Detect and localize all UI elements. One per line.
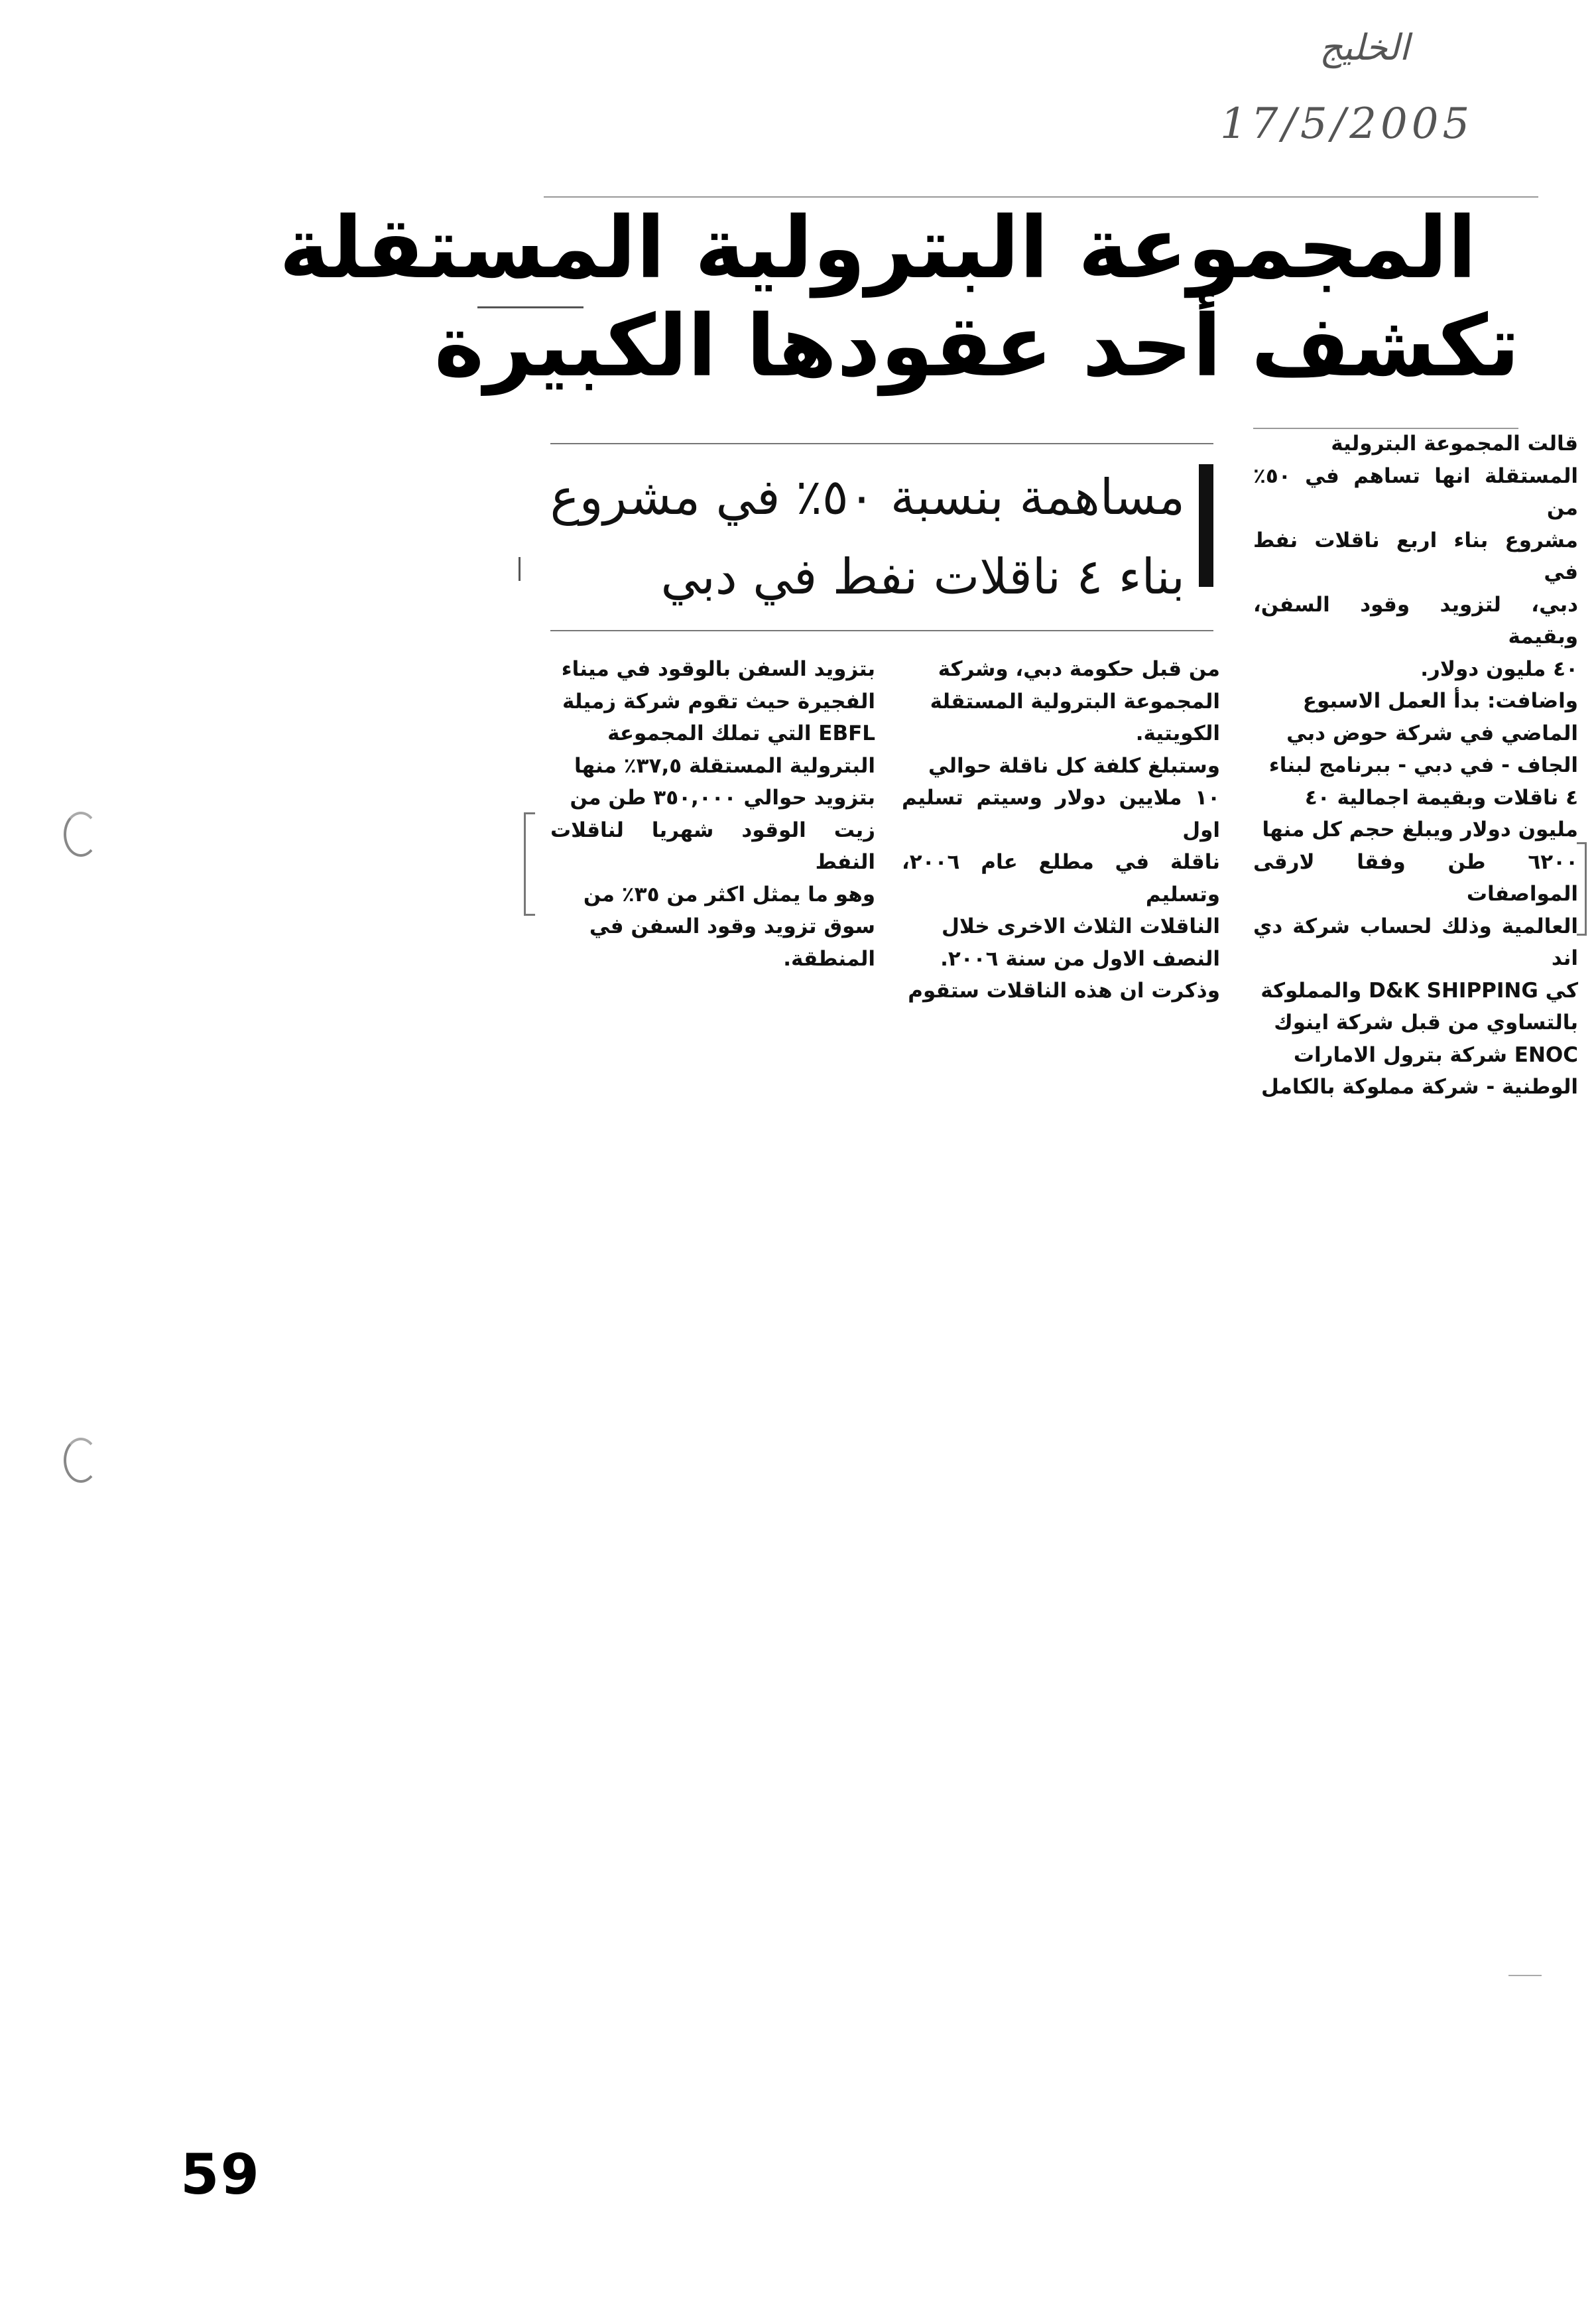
article-line: الماضي في شركة حوض دبي bbox=[1286, 721, 1578, 745]
article-line: الفجيرة حيث تقوم شركة زميلة bbox=[562, 689, 875, 714]
article-line: الجاف - في دبي - ببرنامج لبناء bbox=[1268, 753, 1578, 777]
margin-tick bbox=[519, 557, 521, 581]
headline-line-1: المجموعة البترولية المستقلة bbox=[278, 199, 1477, 298]
margin-bracket-right bbox=[1577, 842, 1587, 936]
article-line: مشروع بناء اربع ناقلات نفط في bbox=[1253, 528, 1578, 584]
article-line: قالت المجموعة البترولية bbox=[1331, 432, 1578, 456]
article-line: وهو ما يمثل اكثر من ٣٥٪ من bbox=[583, 882, 875, 907]
article-line: واضافت: بدأ العمل الاسبوع bbox=[1302, 689, 1578, 713]
article-line: مليون دولار ويبلغ حجم كل منها bbox=[1262, 818, 1578, 842]
handwritten-date: 17/5/2005 bbox=[1220, 99, 1474, 149]
article-line: بالتساوي من قبل شركة اينوك bbox=[1274, 1011, 1578, 1034]
article-line: كي D&K SHIPPING والمملوكة bbox=[1260, 978, 1578, 1003]
article-line: دبي، لتزويد وقود السفن، وبقيمة bbox=[1253, 592, 1578, 649]
article-line: الوطنية - شركة مملوكة بالكامل bbox=[1261, 1075, 1578, 1099]
article-line: ٦٢٠٠ طن وفقا لارقى المواصفات bbox=[1253, 849, 1578, 906]
top-rule bbox=[544, 196, 1538, 198]
punch-hole-bottom bbox=[64, 1438, 98, 1483]
article-line: ١٠ ملايين دولار وسيتم تسليم اول bbox=[902, 786, 1220, 842]
article-line: بتزويد حوالي ٣٥٠,٠٠٠ طن من bbox=[570, 786, 875, 810]
article-line: المنطقة. bbox=[783, 946, 875, 971]
article-line: البترولية المستقلة ٣٧,٥٪ منها bbox=[574, 753, 875, 778]
article-column-2 bbox=[902, 653, 1220, 1007]
headline-line-2: تكشف أحد عقودها الكبيرة bbox=[434, 297, 1520, 396]
article-line: ٤٠ مليون دولار. bbox=[1420, 657, 1578, 681]
article-line: العالمية وذلك لحساب شركة دي اند bbox=[1253, 914, 1578, 970]
article-line: EBFL التي تملك المجموعة bbox=[607, 721, 875, 745]
scan-mark bbox=[1508, 1975, 1542, 1976]
subheadline-line-2: بناء ٤ ناقلات نفط في دبي bbox=[660, 548, 1185, 605]
article-line: الكويتية. bbox=[1135, 721, 1220, 745]
article-line: وذكرت ان هذه الناقلات ستقوم bbox=[908, 979, 1220, 1003]
article-line: ٤ ناقلات وبقيمة اجمالية ٤٠ bbox=[1304, 785, 1578, 810]
article-line: زيت الوقود شهريا لناقلات النفط bbox=[550, 818, 875, 874]
subheadline-top-rule bbox=[550, 443, 1213, 444]
article-line: ENOC شركة بترول الامارات bbox=[1293, 1042, 1578, 1067]
page-number: 59 bbox=[180, 2142, 261, 2207]
punch-hole-top bbox=[64, 812, 98, 857]
article-line: المجموعة البترولية المستقلة bbox=[930, 689, 1220, 714]
article-line: وستبلغ كلفة كل ناقلة حوالي bbox=[928, 753, 1220, 778]
article-line: المستقلة انها تساهم في ٥٠٪ من bbox=[1253, 464, 1578, 520]
subheadline-bar bbox=[1199, 464, 1213, 587]
margin-bracket bbox=[524, 812, 535, 916]
article-column-3 bbox=[550, 653, 875, 975]
article-column-1 bbox=[1253, 428, 1578, 1103]
article-line: سوق تزويد وقود السفن في bbox=[589, 914, 875, 938]
subheadline-line-1: مساهمة بنسبة ٥٠٪ في مشروع bbox=[550, 469, 1185, 526]
article-line: من قبل حكومة دبي، وشركة bbox=[938, 657, 1220, 681]
article-line: بتزويد السفن بالوقود في ميناء bbox=[561, 657, 875, 681]
article-line: النصف الاول من سنة ٢٠٠٦. bbox=[940, 946, 1220, 971]
article-line: الناقلات الثلاث الاخرى خلال bbox=[941, 914, 1220, 938]
subheadline-bottom-rule bbox=[550, 630, 1213, 631]
handwritten-source: الخليج bbox=[1320, 27, 1410, 68]
article-line: ناقلة في مطلع عام ٢٠٠٦، وتسليم bbox=[902, 850, 1220, 907]
